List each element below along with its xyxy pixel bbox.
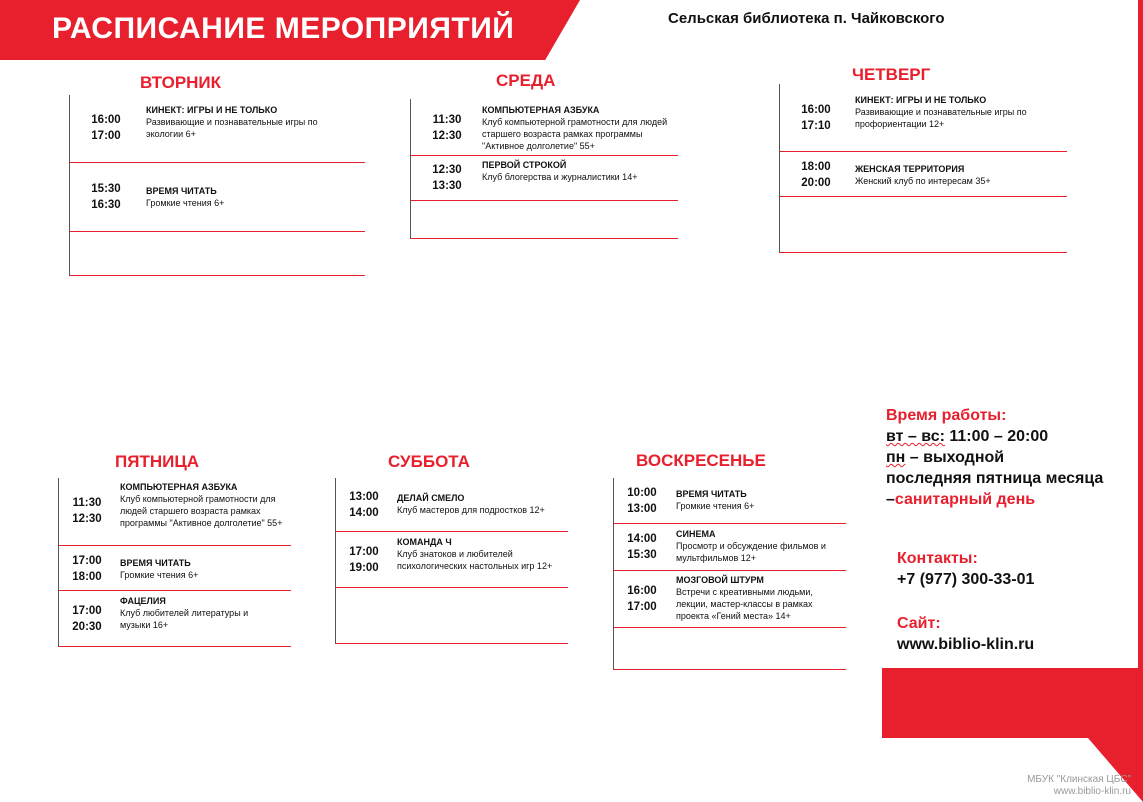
event-row: [780, 152, 1067, 197]
day-title-friday: ПЯТНИЦА: [115, 452, 200, 471]
event-info: [482, 159, 672, 183]
event-info: [855, 94, 1055, 130]
event-desc: Клуб любителей литературы и музыки 16+: [120, 608, 249, 630]
event-time: 16:00 17:00: [91, 114, 121, 142]
schedule-saturday: [335, 478, 568, 644]
event-name: ПЕРВОЙ СТРОКОЙ: [482, 160, 567, 170]
event-time: 16:00 17:10: [801, 104, 831, 132]
event-row: [411, 99, 678, 156]
event-row: [59, 591, 291, 647]
schedule-friday: [58, 478, 291, 647]
event-desc: Просмотр и обсуждение фильмов и мультфильмов 12+: [676, 541, 826, 563]
event-info: [120, 557, 288, 581]
event-name: КОМАНДА Ч: [397, 537, 452, 547]
footer-watermark: МБУК "Клинская ЦБС" www.biblio-klin.ru: [1027, 774, 1131, 797]
decorative-edge: [1138, 0, 1143, 668]
day-title-sunday: ВОСКРЕСЕНЬЕ: [636, 451, 766, 470]
event-info: [482, 104, 672, 152]
event-info: [855, 163, 1055, 187]
event-desc: Развивающие и познавательные игры по профориентации 12+: [855, 107, 1027, 129]
event-time: 18:00 20:00: [801, 161, 831, 189]
sanitary-day: санитарный день: [894, 491, 1036, 508]
event-desc: Развивающие и познавательные игры по экологии 6+: [146, 117, 318, 139]
hours-time: 11:00 – 20:00: [944, 428, 1049, 445]
event-row: [70, 163, 365, 232]
empty-row: [411, 201, 678, 239]
day-title-wednesday: СРЕДА: [496, 71, 556, 90]
event-time: 16:00 17:00: [627, 585, 657, 613]
event-name: ФАЦЕЛИЯ: [120, 596, 166, 606]
empty-row: [780, 197, 1067, 253]
empty-row: [70, 232, 365, 276]
event-time: 15:30 16:30: [91, 183, 121, 211]
event-desc: Громкие чтения 6+: [676, 501, 755, 511]
hours-label: Время работы:: [886, 407, 1007, 424]
event-time: 17:00 20:30: [72, 605, 102, 633]
event-row: [336, 532, 568, 588]
phone-number[interactable]: +7 (977) 300-33-01: [897, 571, 1035, 588]
schedule-thursday: [779, 84, 1067, 253]
event-row: [336, 478, 568, 532]
event-info: [676, 488, 844, 512]
hours-days: вт – вс:: [886, 428, 945, 445]
event-info: [146, 185, 346, 209]
event-row: [614, 571, 846, 628]
event-info: [676, 574, 844, 622]
schedule-wednesday: [410, 99, 678, 239]
event-row: [614, 524, 846, 571]
event-time: 17:00 18:00: [72, 555, 102, 583]
event-desc: Встречи с креативными людьми, лекции, мастер-классы в рамках проекта «Гений места» 14+: [676, 587, 813, 621]
event-name: ЖЕНСКАЯ ТЕРРИТОРИЯ: [855, 164, 965, 174]
event-desc: Громкие чтения 6+: [146, 198, 225, 208]
event-info: [120, 595, 270, 631]
hours-monday: пн: [886, 449, 906, 466]
schedule-sunday: [613, 478, 846, 670]
event-desc: Клуб знатоков и любителей психологических настольных игр 12+: [397, 549, 553, 571]
event-desc: Женский клуб по интересам 35+: [855, 176, 991, 186]
schedule-tuesday: [69, 95, 365, 276]
day-title-thursday: ЧЕТВЕРГ: [852, 65, 931, 84]
event-name: КОМПЬЮТЕРНАЯ АЗБУКА: [120, 482, 238, 492]
empty-row: [614, 628, 846, 670]
event-row: [780, 84, 1067, 152]
event-desc: Громкие чтения 6+: [120, 570, 199, 580]
event-time: 14:00 15:30: [627, 533, 657, 561]
event-row: [411, 156, 678, 201]
contacts-label: Контакты:: [897, 550, 978, 567]
empty-row: [336, 588, 568, 644]
event-name: ВРЕМЯ ЧИТАТЬ: [146, 186, 217, 196]
site-link[interactable]: www.biblio-klin.ru: [897, 636, 1035, 653]
event-info: [120, 481, 288, 529]
page-title: РАСПИСАНИЕ МЕРОПРИЯТИЙ: [52, 12, 515, 45]
event-time: 10:00 13:00: [627, 487, 657, 515]
event-time: 11:30 12:30: [72, 497, 102, 525]
decorative-red-block: [882, 668, 1143, 738]
event-time: 17:00 19:00: [349, 546, 379, 574]
library-name: Сельская библиотека п. Чайковского: [668, 10, 945, 27]
event-info: [397, 536, 562, 572]
event-info: [146, 104, 346, 140]
event-desc: Клуб компьютерной грамотности для людей старшего возраста рамках программы "Активное долголетие" 55+: [120, 494, 283, 528]
event-time: 13:00 14:00: [349, 491, 379, 519]
event-time: 11:30 12:30: [432, 114, 462, 142]
hours-monday-note: – выходной: [905, 449, 1005, 466]
event-row: [70, 95, 365, 163]
event-row: [59, 478, 291, 546]
working-hours: Время работы: вт – вс: 11:00 – 20:00 пн – выходной последняя пятница месяца –санитарный день: [886, 407, 1104, 508]
day-title-saturday: СУББОТА: [388, 452, 470, 471]
event-desc: Клуб компьютерной грамотности для людей старшего возраста рамках программы "Активное долголетие" 55+: [482, 117, 668, 151]
event-info: [676, 528, 844, 564]
site: [897, 613, 1034, 655]
event-row: [614, 478, 846, 524]
event-desc: Клуб мастеров для подростков 12+: [397, 505, 545, 515]
event-desc: Клуб блогерства и журналистики 14+: [482, 172, 638, 182]
event-name: КОМПЬЮТЕРНАЯ АЗБУКА: [482, 105, 600, 115]
event-name: ВРЕМЯ ЧИТАТЬ: [676, 489, 747, 499]
event-name: МОЗГОВОЙ ШТУРМ: [676, 575, 764, 585]
event-name: КИНЕКТ: ИГРЫ И НЕ ТОЛЬКО: [146, 105, 278, 115]
event-row: [59, 546, 291, 591]
day-title-tuesday: ВТОРНИК: [140, 73, 222, 92]
contacts: [897, 548, 1034, 590]
event-info: [397, 492, 567, 516]
event-name: КИНЕКТ: ИГРЫ И НЕ ТОЛЬКО: [855, 95, 987, 105]
site-label: Сайт:: [897, 615, 941, 632]
event-name: ВРЕМЯ ЧИТАТЬ: [120, 558, 191, 568]
event-time: 12:30 13:30: [432, 164, 462, 192]
hours-last-friday: последняя пятница месяца: [886, 470, 1104, 487]
event-name: СИНЕМА: [676, 529, 716, 539]
event-name: ДЕЛАЙ СМЕЛО: [397, 493, 465, 503]
